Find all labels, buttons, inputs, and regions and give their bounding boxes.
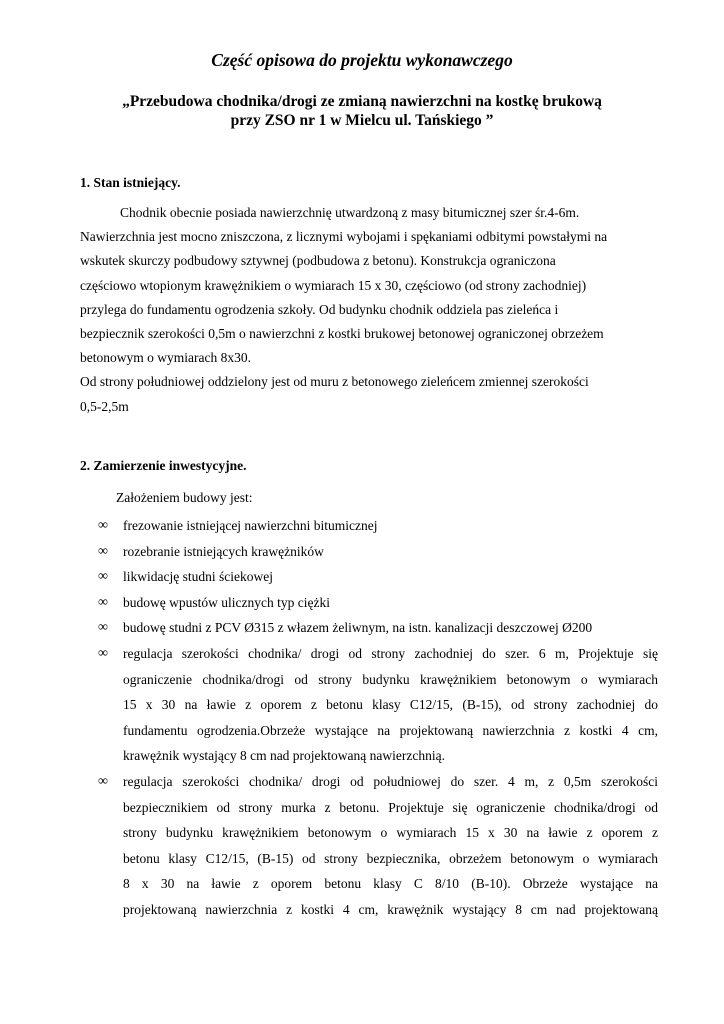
list-item xyxy=(98,564,658,590)
infinity-bullet-icon: ∞ xyxy=(98,620,108,636)
paragraph-line: Od strony południowej oddzielony jest od muru z betonowego zieleńcem zmiennej szerokości xyxy=(80,374,589,390)
paragraph-line: przylega do fundamentu ogrodzenia szkoły. Od budynku chodnik oddziela pas zieleńca i xyxy=(80,301,559,317)
list-item-text: likwidację studni ściekowej xyxy=(123,569,273,585)
list-item-line: 15 x 30 na ławie z oporem z betonu klasy C12/15, (B-15), od strony zachodniej do xyxy=(123,697,658,713)
list-item-line: fundamentu ogrodzenia.Obrzeże wystające na projektowaną nawierzchnia z kostki 4 cm, xyxy=(123,722,658,738)
list-item xyxy=(98,615,658,641)
list-item-line: krawężnik wystający 8 cm nad projektowaną nawierzchnią. xyxy=(123,748,445,764)
infinity-bullet-icon: ∞ xyxy=(98,543,108,559)
infinity-bullet-icon: ∞ xyxy=(98,645,108,661)
section-2-intro: Założeniem budowy jest: xyxy=(116,490,253,505)
project-name-line: „Przebudowa chodnika/drogi ze zmianą nawierzchni na kostkę brukową xyxy=(122,93,602,110)
list-item-line: betonu klasy C12/15, (B-15) od strony bezpiecznika, obrzeżem betonowym o wymiarach xyxy=(123,850,658,866)
list-item xyxy=(98,513,658,539)
section-1-paragraph xyxy=(80,201,656,419)
paragraph-line: Chodnik obecnie posiada nawierzchnię utwardzoną z masy bitumicznej szer śr.4-6m. xyxy=(120,205,580,220)
paragraph-line: bezpiecznik szerokości 0,5m o nawierzchni z kostki brukowej betonowej ograniczonej obrzeżem xyxy=(80,326,604,342)
paragraph-line: Nawierzchnia jest mocno zniszczona, z licznymi wybojami i spękaniami odbitymi powstałymi na xyxy=(80,229,608,245)
infinity-bullet-icon: ∞ xyxy=(98,773,108,789)
list-item-line: ograniczenie chodnika/drogi od strony budynku krawężnikiem betonowym o wymiarach xyxy=(123,671,658,687)
list-item-line: regulacja szerokości chodnika/ drogi od południowej do szer. 4 m, z 0,5m szerokości xyxy=(123,773,658,789)
section-2-heading: 2. Zamierzenie inwestycyjne. xyxy=(80,458,247,473)
list-item xyxy=(98,769,658,923)
list-item-text: frezowanie istniejącej nawierzchni bitumicznej xyxy=(123,518,378,533)
document-title: Część opisowa do projektu wykonawczego xyxy=(211,50,513,70)
project-name-line: przy ZSO nr 1 w Mielcu ul. Tańskiego ” xyxy=(230,112,494,129)
list-item-line: regulacja szerokości chodnika/ drogi od strony zachodniej do szer. 6 m, Projektuje się xyxy=(123,645,658,661)
list-item xyxy=(98,590,658,616)
list-item xyxy=(98,641,658,769)
list-item-text: budowę studni z PCV Ø315 z włazem żeliwnym, na istn. kanalizacji deszczowej Ø200 xyxy=(123,620,593,636)
list-item-line: strony budynku krawężnikiem betonowym o wymiarach 15 x 30 na ławie z oporem z xyxy=(123,825,658,841)
section-1-heading: 1. Stan istniejący. xyxy=(80,175,181,190)
investment-list xyxy=(98,513,658,923)
list-item-text xyxy=(123,641,658,769)
paragraph-line: betonowym o wymiarach 8x30. xyxy=(80,350,251,366)
list-item-text xyxy=(123,769,658,923)
infinity-bullet-icon: ∞ xyxy=(98,594,108,610)
project-name xyxy=(0,92,724,130)
list-item xyxy=(98,539,658,565)
list-item-line: 8 x 30 na ławie z oporem betonu klasy C 8/10 (B-10). Obrzeże wystające na xyxy=(123,876,658,892)
paragraph-line: częściowo wtopionym krawężnikiem o wymiarach 15 x 30, częściowo (od strony zachodniej) xyxy=(80,277,587,293)
list-item-text: budowę wpustów ulicznych typ ciężki xyxy=(123,594,330,610)
infinity-bullet-icon: ∞ xyxy=(98,569,108,585)
list-item-text: rozebranie istniejących krawężników xyxy=(123,543,324,559)
paragraph-line: wskutek skurczy podbudowy sztywnej (podbudowa z betonu). Konstrukcja ograniczona xyxy=(80,253,556,269)
infinity-bullet-icon: ∞ xyxy=(98,518,108,533)
list-item-line: bezpiecznikiem od strony murka z betonu. Projektuje się ograniczenie chodnika/drogi od xyxy=(123,799,658,815)
list-item-line: projektowaną nawierzchnia z kostki 4 cm, krawężnik wystający 8 cm nad projektowaną xyxy=(123,901,658,917)
paragraph-line: 0,5-2,5m xyxy=(80,398,129,414)
